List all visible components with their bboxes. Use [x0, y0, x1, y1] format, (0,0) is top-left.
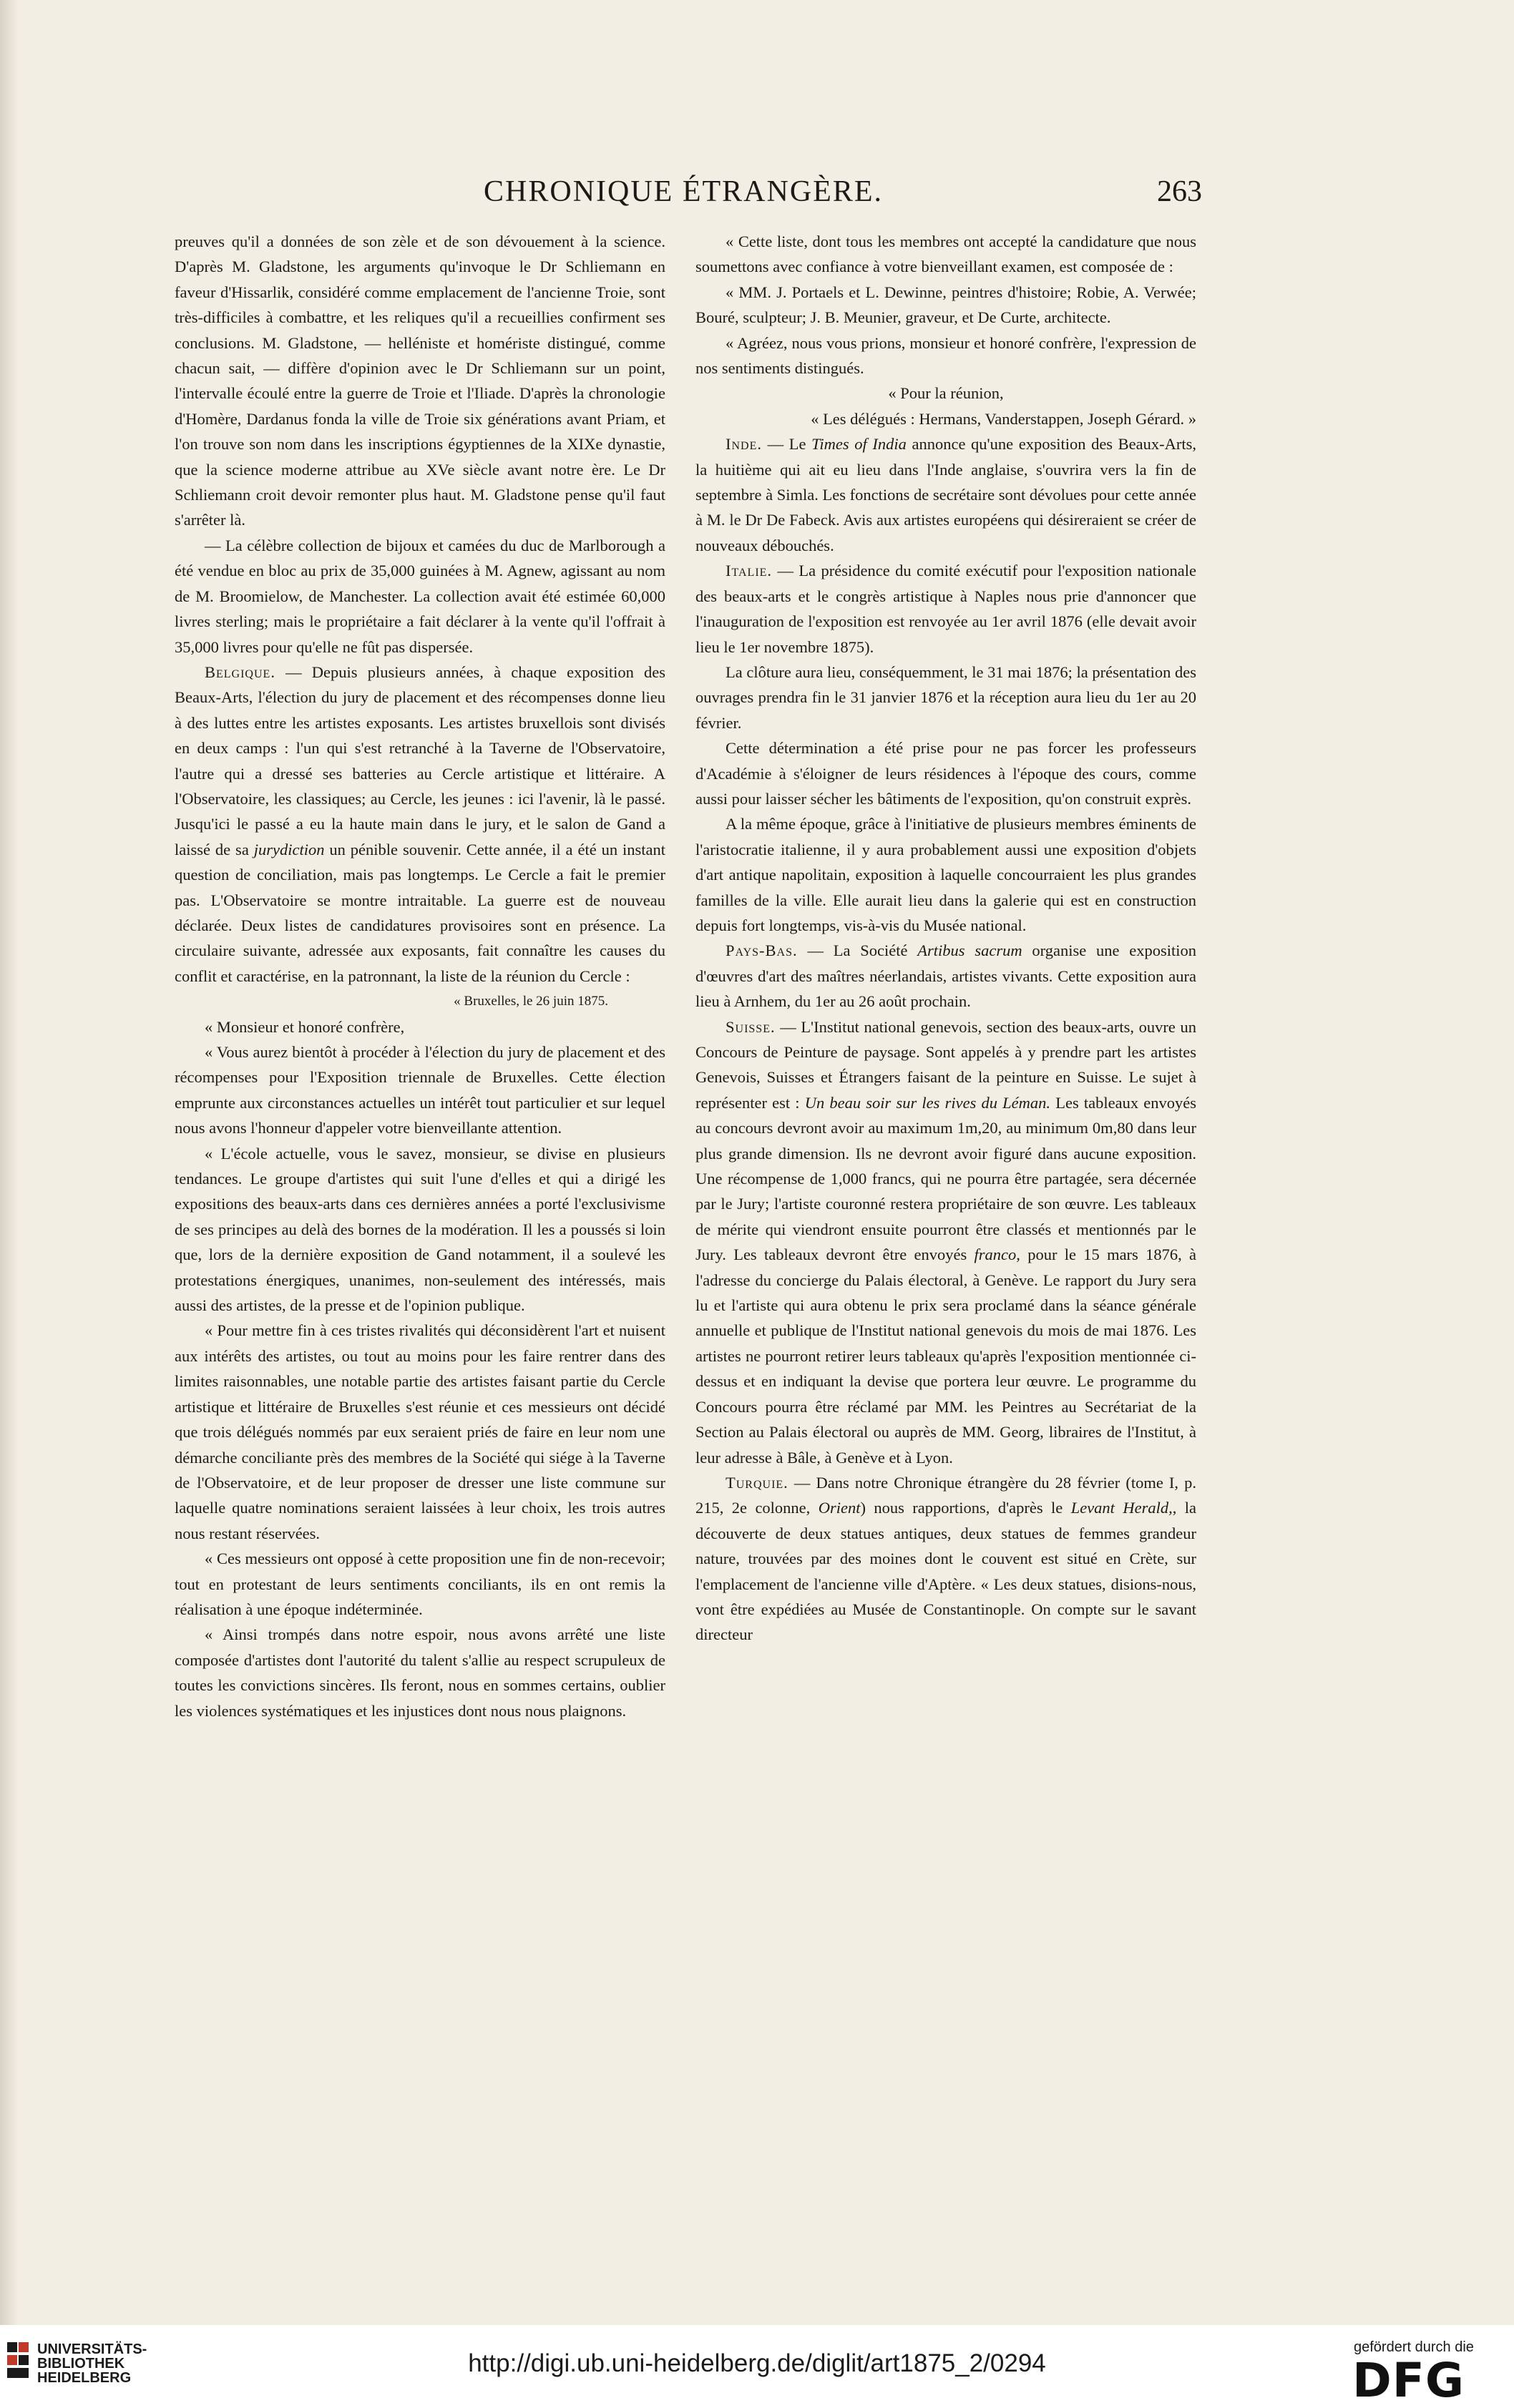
italic-term: Levant Herald, [1070, 1499, 1173, 1517]
paragraph: « Cette liste, dont tous les membres ont accepté la candidature que nous soumettons avec confiance à votre bienveillant examen, est composée de : [695, 233, 1196, 276]
paragraph: « MM. J. Portaels et L. Dewinne, peintres d'histoire; Robie, A. Verwée; Bouré, sculpteur; J. B. Meunier, graveur, et De Curte, architecte. [695, 283, 1196, 327]
paragraph: « Ainsi trompés dans notre espoir, nous avons arrêté une liste composée d'artistes dont l'autorité du talent s'allie au respect scrupuleux de toutes les convictions sincères. Ils feront, nous en sommes certains, oublier les violences systématiques et les injustices dont nous nous plaignons. [175, 1625, 665, 1720]
paragraph: « Ces messieurs ont opposé à cette proposition une fin de non-recevoir; tout en protestant de leurs sentiments conciliants, ils en ont remis la réalisation à une époque indéterminée. [175, 1550, 665, 1618]
italic-term: jurydiction [253, 840, 325, 858]
paragraph: « Agréez, nous vous prions, monsieur et honoré confrère, l'expression de nos sentiments distingués. [695, 333, 1196, 378]
section-label-belgique: Belgique. [205, 662, 275, 681]
italic-term: Orient [818, 1499, 861, 1517]
letter-signature: « Les délégués : Hermans, Vanderstappen, Joseph Gérard. » [811, 409, 1196, 428]
section-label-pays-bas: Pays-Bas. [726, 941, 798, 960]
italic-term: Artibus sacrum [917, 941, 1022, 960]
page-header [165, 175, 1202, 225]
dfg-logo: DFG [1352, 2353, 1465, 2408]
paragraph: « Vous aurez bientôt à procéder à l'élection du jury de placement et des récompenses pour l'Exposition triennale de Bruxelles. Cette élection emprunte aux circonstances actuelles un intérêt tout particulier et sur lequel nous avons l'honneur d'appeler votre bienveillante attention. [175, 1043, 665, 1137]
paragraph: « L'école actuelle, vous le savez, monsieur, se divise en plusieurs tendances. Le groupe d'artistes qui suit l'une d'elles et qui a dirigé les expositions des beaux-arts dans ces dernières années a porté l'exclusivisme de ses principes au delà des bornes de la modération. Il les a poussés si loin que, lors de la dernière exposition de Gand notamment, il a soulevé les protestations énergiques, unanimes, non-seulement des intéressés, mais aussi des artistes, de la presse et de l'opinion publique. [175, 1144, 665, 1315]
italic-term: Times of India [811, 435, 907, 454]
paragraph: Cette détermination a été prise pour ne pas forcer les professeurs d'Académie à s'éloigner de leurs résidences à l'époque des cours, comme aussi pour laisser sécher les bâtiments de l'exposition, qu'on construit exprès. [695, 739, 1196, 808]
paragraph: Pays-Bas. — La Société Artibus sacrum organise une exposition d'œuvres d'art des maîtres néerlandais, artistes vivants. Cette exposition aura lieu à Arnhem, du 1er au 26 août prochain. [695, 941, 1196, 1011]
paragraph: Italie. — La présidence du comité exécutif pour l'exposition nationale des beaux-arts et le congrès artistique à Naples nous prie d'annoncer que l'inauguration de l'exposition est renvoyée au 1er avril 1876 (elle devait avoir lieu le 1er novembre 1875). [695, 562, 1196, 656]
paragraph: preuves qu'il a données de son zèle et de son dévouement à la science. D'après M. Gladstone, les arguments qu'invoque le Dr Schliemann en faveur d'Hissarlik, considéré comme emplacement de l'ancienne Troie, sont très-difficiles à combattre, et les reliques qu'il a recueillies confirment ses conclusions. M. Gladstone, — helléniste et homériste distingué, comme chacun sait, — diffère d'opinion avec le Dr Schliemann sur un point, l'intervalle écoulé entre la guerre de Troie et l'Iliade. D'après la chronologie d'Homère, Dardanus fonda la ville de Troie six générations avant Priam, et l'on trouve son nom dans les inscriptions égyptiennes de la XIXe dynastie, que la science moderne attribue au XVe siècle avant notre ère. Le Dr Schliemann croit devoir remonter plus haut. M. Gladstone pense qu'il faut s'arrêter là. [175, 233, 665, 529]
section-label-suisse: Suisse. [726, 1017, 776, 1036]
paragraph: A la même époque, grâce à l'initiative de plusieurs membres éminents de l'aristocratie italienne, il y aura probablement aussi une exposition d'objets d'art antique napolitain, exposition à laquelle concourraient les plus grandes familles de la ville. Elle aurait lieu dans la galerie qui est en construction depuis fort longtemps, vis-à-vis du Musée national. [695, 815, 1196, 934]
paragraph: La clôture aura lieu, conséquemment, le 31 mai 1876; la présentation des ouvrages prendra fin le 31 janvier 1876 et la réception aura lieu du 1er au 20 février. [695, 662, 1196, 732]
right-column [695, 229, 1196, 1932]
page-number: 263 [1157, 175, 1202, 208]
section-label-inde: Inde. [726, 435, 763, 454]
section-label-turquie: Turquie. [726, 1473, 788, 1492]
italic-term: Un beau soir sur les rives du Léman. [804, 1093, 1051, 1112]
paragraph: Suisse. — L'Institut national genevois, section des beaux-arts, ouvre un Concours de Peinture de paysage. Sont appelés à y prendre part les artistes Genevois, Suisses et Étrangers faisant de la peinture en Suisse. Le sujet à représenter est : Un beau soir sur les rives du Léman. Les tableaux envoyés au concours devront avoir au maximum 1m,20, au minimum 0m,80 dans leur plus grande dimension. Ils ne devront avoir figuré dans aucune exposition. Une récompense de 1,000 francs, qui ne pourra être partagée, sera décernée par le Jury; l'artiste couronné restera propriétaire de son œuvre. Les tableaux de mérite qui viendront ensuite pourront être classés et mentionnés par le Jury. Les tableaux devront être envoyés franco, pour le 15 mars 1876, à l'adresse du concierge du Palais électoral, à Genève. Le rapport du Jury sera lu et l'artiste qui aura obtenu le prix sera proclamé dans la séance générale annuelle et publique de l'Institut national genevois du mois de mai 1876. Les artistes ne pourront retirer leurs tableaux qu'après l'exposition mentionnée ci-dessus et en indiquant la devise que portera leur œuvre. Le programme du Concours pourra être réclamé par MM. les Peintres au Secrétariat de la Section au Palais électoral ou auprès de MM. Georg, libraires de l'Institut, à leur adresse à Bâle, à Genève et à Lyon. [695, 1017, 1196, 1467]
running-head: CHRONIQUE ÉTRANGÈRE. [484, 175, 883, 208]
paragraph: Turquie. — Dans notre Chronique étrangère du 28 février (tome I, p. 215, 2e colonne, Orient) nous rapportions, d'après le Levant Herald,, la découverte de deux statues antiques, deux statues de femmes grandeur nature, trouvées par des moines dont le couvent est situé en Crète, sur l'emplacement de l'ancienne ville d'Aptère. « Les deux statues, disions-nous, vont être expédiées au Musée de Constantinople. On compte sur le savant directeur [695, 1473, 1196, 1644]
paragraph: Inde. — Le Times of India annonce qu'une exposition des Beaux-Arts, la huitième qui ait eu lieu dans l'Inde anglaise, s'ouvrira vers la fin de septembre à Simla. Les fonctions de secrétaire sont dévolues pour cette année à M. le Dr De Fabeck. Avis aux artistes européens qui désireraient se créer de nouveaux débouchés. [695, 435, 1196, 554]
section-label-italie: Italie. [726, 562, 773, 580]
letter-date: « Bruxelles, le 26 juin 1875. [454, 994, 608, 1009]
paragraph: « Pour mettre fin à ces tristes rivalités qui déconsidèrent l'art et nuisent aux intérêts des artistes, ou tout au moins pour les faire rentrer dans des limites raisonnables, une notable partie des artistes faisant partie du Cercle artistique et littéraire de Bruxelles s'est réunie et ces messieurs ont décidé que trois délégués nommés par eux seraient priés de faire en leur nom une démarche conciliante près des membres de la Société qui siége à la Taverne de l'Observatoire, et de leur proposer de dresser une liste commune sur laquelle quatre nominations seraient laissées à leur choix, les trois autres nous restant réservées. [175, 1321, 665, 1542]
digitization-footer [0, 2325, 1514, 2408]
letter-closing: « Pour la réunion, [888, 384, 1004, 403]
page-edge-shadow [0, 0, 19, 2325]
university-library-name: UNIVERSITÄTS- BIBLIOTHEK HEIDELBERG [37, 2341, 147, 2386]
left-column [175, 229, 665, 1932]
permalink-url[interactable]: http://digi.ub.uni-heidelberg.de/diglit/art1875_2/0294 [468, 2349, 1046, 2377]
paragraph: Belgique. — Depuis plusieurs années, à chaque exposition des Beaux-Arts, l'élection du jury de placement et des récompenses donne lieu à des luttes entre les artistes exposants. Les artistes bruxellois sont divisés en deux camps : l'un qui s'est retranché à la Taverne de l'Observatoire, l'autre qui a dressé ses batteries au Cercle artistique et littéraire. A l'Observatoire, les classiques; au Cercle, les jeunes : ici l'avenir, là le passé. Jusqu'ici le passé a eu la haute main dans le jury, et le salon de Gand a laissé de sa jurydiction un pénible souvenir. Cette année, il a été un instant question de conciliation, mais pas longtemps. Le Cercle a fait le premier pas. L'Observatoire se montre intraitable. La guerre est de nouveau déclarée. Deux listes de candidatures provisoires sont en présence. La circulaire suivante, adressée aux exposants, fait connaître les causes du conflit et caractérise, en la patronnant, la liste de la réunion du Cercle : [175, 662, 665, 985]
paragraph: — La célèbre collection de bijoux et camées du duc de Marlborough a été vendue en bloc au prix de 35,000 guinées à M. Agnew, agissant au nom de M. Broomielow, de Manchester. La collection avait été estimée 60,000 livres sterling; mais le propriétaire a fait déclarer à la vente qu'il l'offrait à 35,000 livres pour qu'elle ne fût pas dispersée. [175, 536, 665, 656]
letter-salutation: « Monsieur et honoré confrère, [205, 1017, 405, 1036]
italic-term: franco, [974, 1245, 1020, 1264]
funding-note: gefördert durch die [1354, 2339, 1474, 2355]
